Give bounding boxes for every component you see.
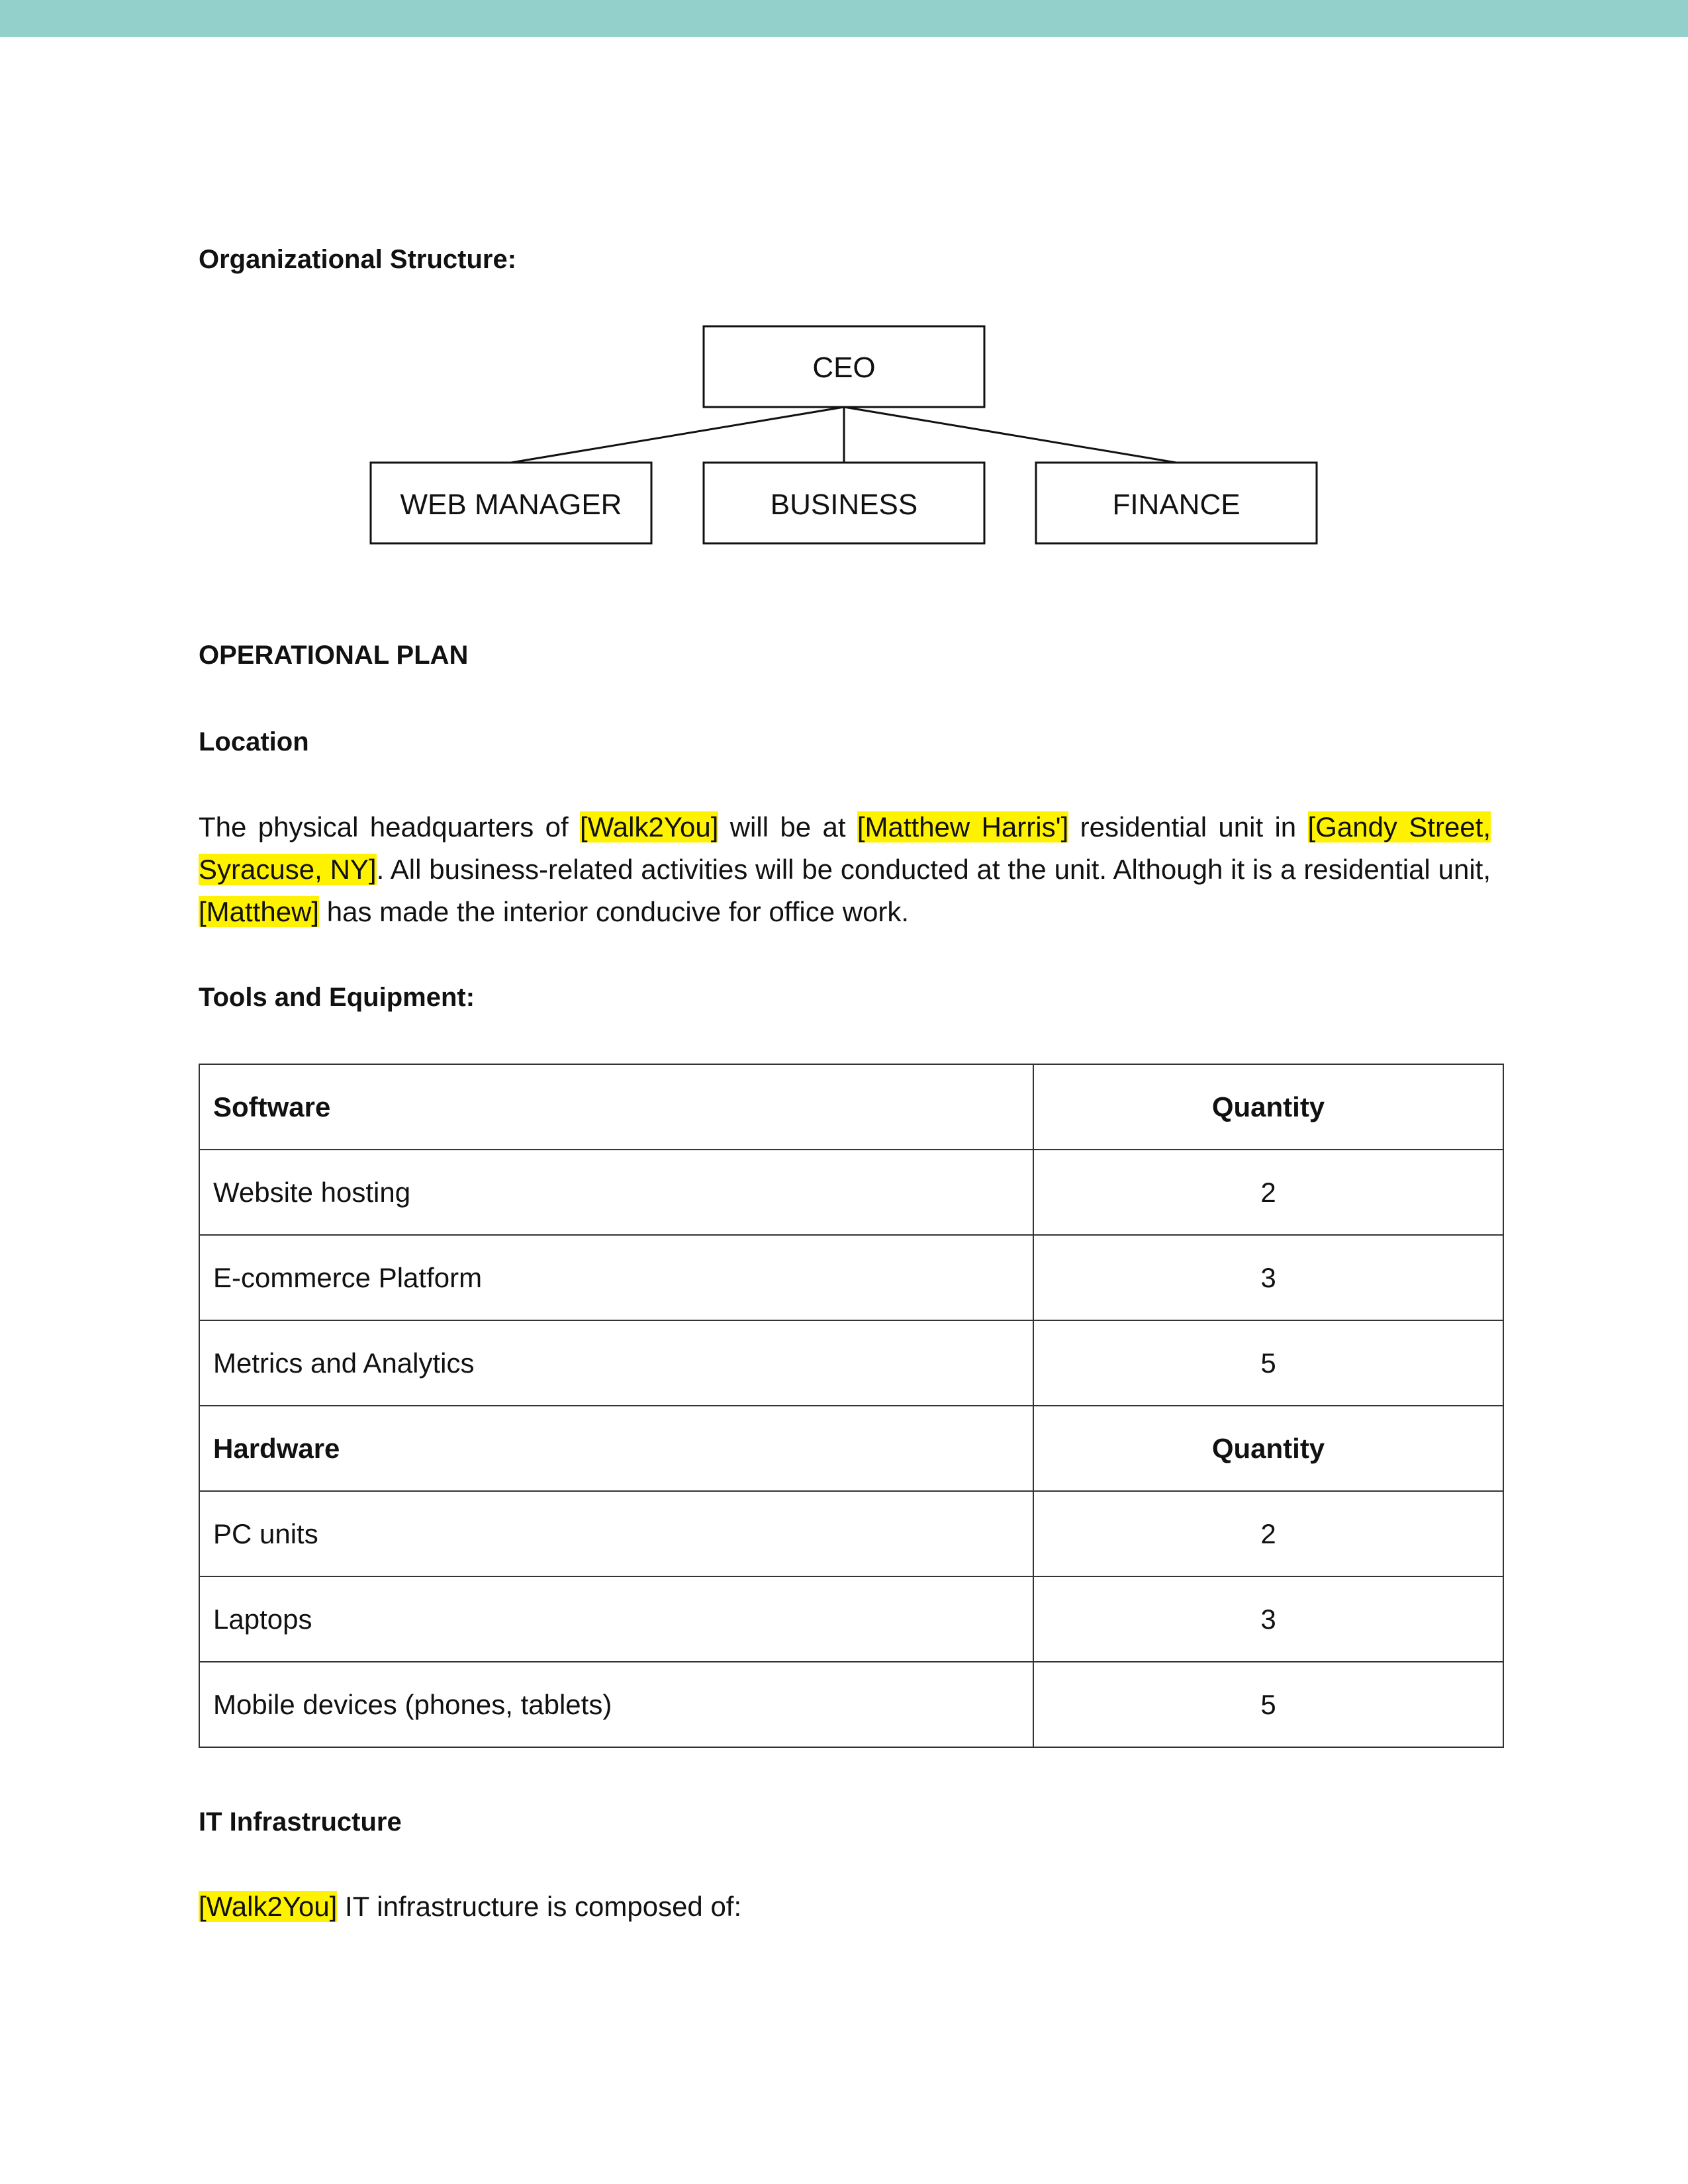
it-infrastructure-text: IT infrastructure is composed of: [337,1891,742,1922]
table-row [199,1320,1503,1406]
item-cell: Laptops [199,1576,1033,1662]
table-header-row [199,1064,1503,1150]
owner-first-name-highlight: [Matthew] [199,896,320,927]
item-cell: PC units [199,1491,1033,1576]
table-row [199,1491,1503,1576]
org-node-web-manager [371,463,651,543]
org-node-ceo [704,326,984,407]
location-text-4: . All business-related activities will be conducted at the unit. Although it is a residential unit, [376,854,1491,885]
quantity-cell: 2 [1033,1491,1503,1576]
quantity-cell: 3 [1033,1576,1503,1662]
table-row [199,1576,1503,1662]
org-chart [0,0,1688,563]
quantity-header: Quantity [1033,1406,1503,1491]
location-text-3: residential unit in [1068,811,1308,842]
location-text-5: has made the interior conducive for office work. [319,896,910,927]
operational-plan-heading: OPERATIONAL PLAN [199,641,469,670]
quantity-cell: 5 [1033,1662,1503,1747]
tools-heading: Tools and Equipment: [199,983,475,1012]
item-cell: Website hosting [199,1150,1033,1235]
location-paragraph [199,806,1491,933]
location-text-2: will be at [718,811,857,842]
owner-full-name-highlight: [Matthew Harris'] [857,811,1069,842]
it-infrastructure-paragraph [199,1886,1491,1928]
table-row [199,1662,1503,1747]
quantity-cell: 2 [1033,1150,1503,1235]
location-heading: Location [199,727,309,756]
org-node-finance [1036,463,1317,543]
org-node-business-label: BUSINESS [770,488,918,521]
software-header: Software [199,1064,1033,1150]
hardware-header: Hardware [199,1406,1033,1491]
table-row [199,1150,1503,1235]
item-cell: E-commerce Platform [199,1235,1033,1320]
location-text-1: The physical headquarters of [199,811,581,842]
connector-ceo-web-manager [511,407,844,463]
org-structure-heading: Organizational Structure: [199,245,517,274]
table-row [199,1235,1503,1320]
company-name-highlight: [Walk2You] [580,811,719,842]
item-cell: Metrics and Analytics [199,1320,1033,1406]
org-node-business [704,463,984,543]
org-node-finance-label: FINANCE [1112,488,1241,521]
org-chart-connectors [511,407,1176,463]
org-node-web-manager-label: WEB MANAGER [400,488,622,521]
quantity-header: Quantity [1033,1064,1503,1150]
quantity-cell: 5 [1033,1320,1503,1406]
it-infrastructure-heading: IT Infrastructure [199,1807,402,1837]
address-highlight: [Gandy Street, Syracuse, NY] [199,811,1491,885]
connector-ceo-finance [844,407,1176,463]
org-node-ceo-label: CEO [812,351,876,384]
item-cell: Mobile devices (phones, tablets) [199,1662,1033,1747]
table-header-row [199,1406,1503,1491]
quantity-cell: 3 [1033,1235,1503,1320]
equipment-table [199,1064,1504,1748]
company-name-highlight: [Walk2You] [199,1891,338,1922]
